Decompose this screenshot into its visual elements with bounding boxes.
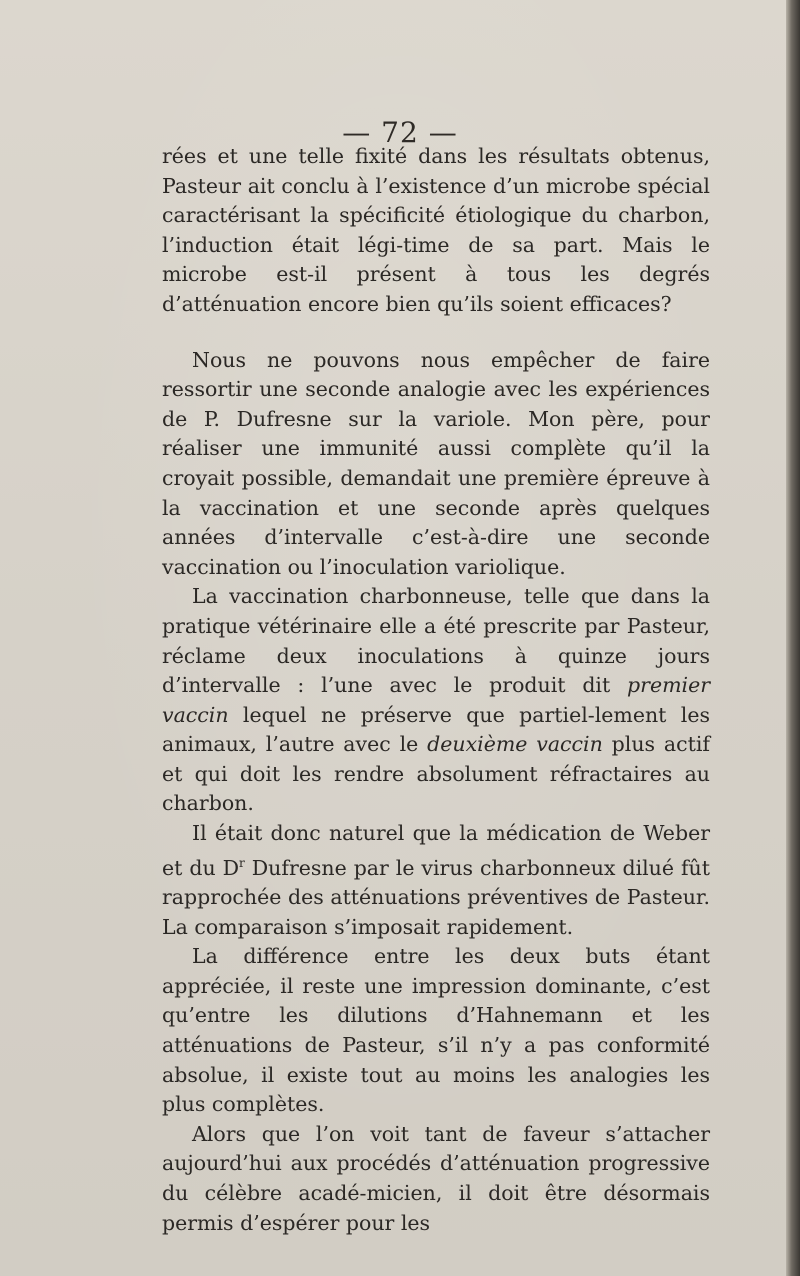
paragraph-1: rées et une telle fixité dans les résultats obtenus, Pasteur ait conclu à l’existence d’un microbe spécial caractérisant la spécificité étiologique du charbon, l’induction était légi-time de sa part. Mais le microbe est-il présent à tous les degrés d’atténuation encore bien qu’ils soient efficaces? (162, 144, 710, 316)
paragraph-4-rest: Dufresne par le virus charbonneux dilué fût rapprochée des atténuations préventives de Pasteur. La comparaison s’imposait rapidement. (162, 855, 710, 939)
deuxieme-vaccin-term: deuxième vaccin (427, 732, 603, 757)
paragraph-4-lead: Il était donc naturel que la médication de Weber et du D (162, 821, 710, 880)
paragraph-gap (162, 320, 710, 346)
premier-vaccin-term: premier vaccin (162, 673, 710, 727)
paragraph-2: Nous ne pouvons nous empêcher de faire ressortir une seconde analogie avec les expériences de P. Dufresne sur la variole. Mon père, pour réaliser une immunité aussi complète qu’il la croyait possible, demandait une première épreuve à la vaccination et une seconde après quelques années d’intervalle c’est-à-dire une seconde vaccination ou l’inoculation variolique. (162, 347, 710, 579)
doctor-abbrev-sup: r (239, 855, 245, 870)
paragraph-3-text-c: plus actif et qui doit les rendre absolument réfractaires au charbon. (162, 732, 710, 816)
page-number: — 72 — (342, 116, 458, 149)
paragraph-3-text-b: lequel ne préserve que partiel-lement les animaux, l’autre avec le (162, 702, 710, 757)
body-text (162, 142, 710, 1238)
page-edge-shadow (786, 0, 800, 1276)
paragraph-3 (162, 582, 710, 819)
paragraph-6: Alors que l’on voit tant de faveur s’attacher aujourd’hui aux procédés d’atténuation progressive du célèbre acadé-micien, il doit être désormais permis d’espérer pour les (162, 1121, 710, 1235)
paragraph-5: La différence entre les deux buts étant appréciée, il reste une impression dominante, c’est qu’entre les dilutions d’Hahnemann et les atténuations de Pasteur, s’il n’y a pas conformité absolue, il existe tout au moins les analogies les plus complètes. (162, 944, 710, 1117)
paragraph-4 (162, 819, 710, 942)
paragraph-3-text-a: La vaccination charbonneuse, telle que dans la pratique vétérinaire elle a été prescrite par Pasteur, réclame deux inoculations à quinze jours d’intervalle : l’une avec le produit dit (162, 584, 710, 698)
